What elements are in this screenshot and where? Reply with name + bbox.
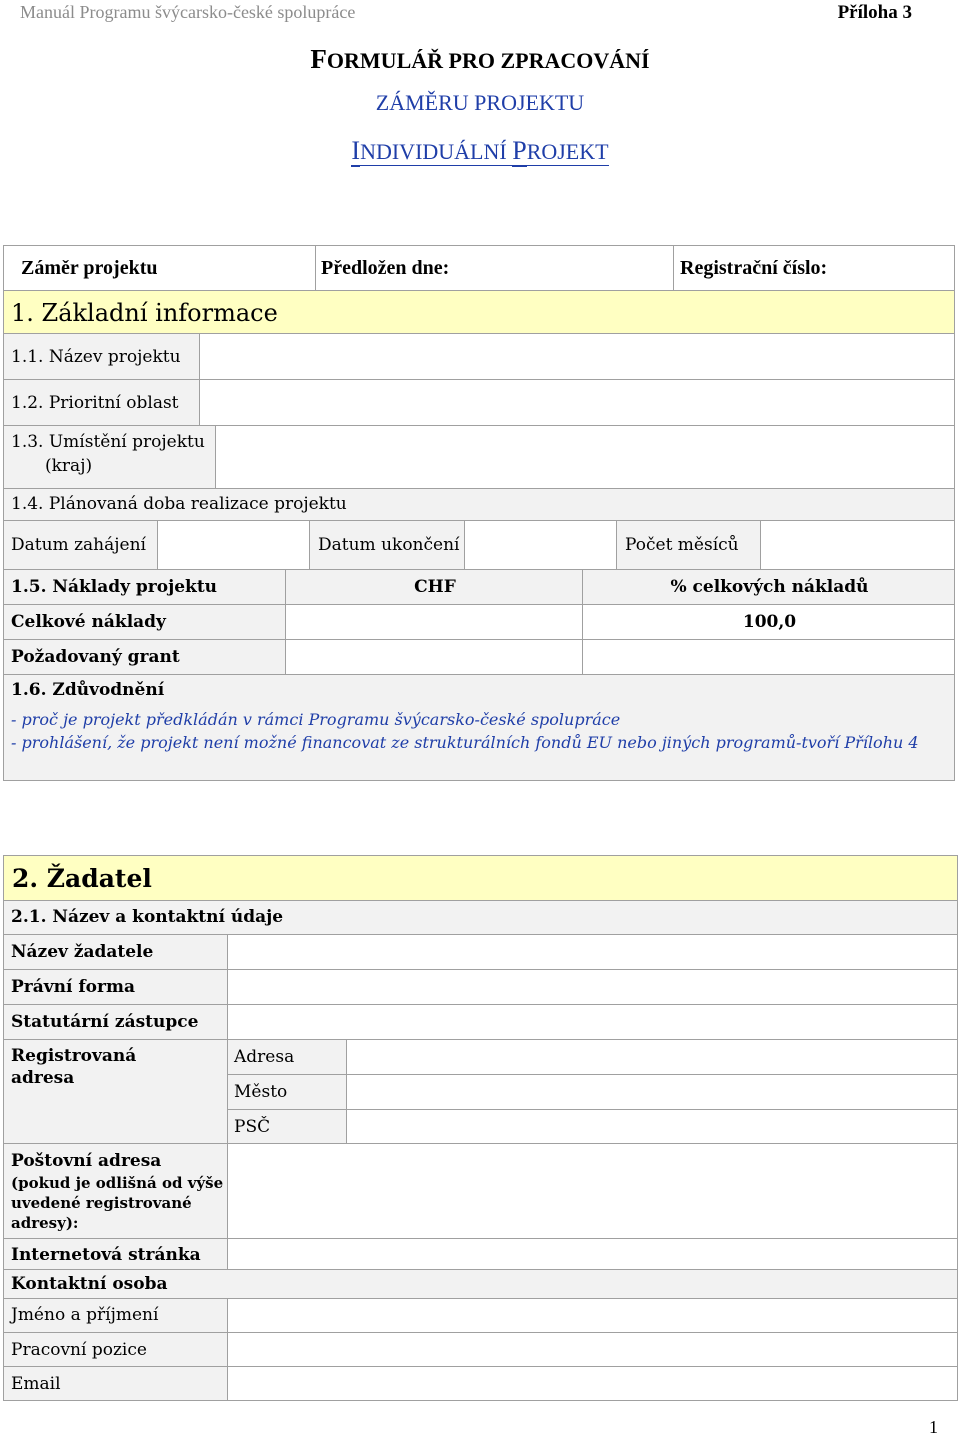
registracni-cell[interactable]	[673, 245, 955, 291]
jmeno-label-cell	[3, 1298, 228, 1333]
umisteni-label-kraj: (kraj)	[45, 456, 93, 476]
statutarni-field[interactable]	[227, 1004, 958, 1040]
datum-zahajeni-label-cell	[3, 520, 158, 570]
zduvodneni-label: 1.6. Zdůvodnění	[11, 680, 165, 700]
datum-zahajeni-label: Datum zahájení	[11, 535, 146, 555]
naklady-label: 1.5. Náklady projektu	[11, 577, 218, 597]
doba-realizace-header	[3, 488, 955, 521]
prioritni-oblast-field[interactable]	[199, 379, 955, 426]
umisteni-field[interactable]	[215, 425, 955, 489]
chf-header-cell	[285, 569, 583, 605]
adresa-field[interactable]	[346, 1039, 958, 1075]
pozice-field[interactable]	[227, 1332, 958, 1367]
section2-title: 2. Žadatel	[12, 864, 152, 893]
jmeno-label: Jméno a příjmení	[11, 1305, 159, 1325]
postovni-note-1: (pokud je odlišná od výše	[11, 1174, 224, 1192]
kontaktni-osoba-header	[3, 1269, 958, 1299]
nazev-zadatele-label: Název žadatele	[11, 942, 154, 962]
pozice-label: Pracovní pozice	[11, 1340, 147, 1360]
zduvodneni-bullet-2: - prohlášení, že projekt není možné financovat ze strukturálních fondů EU nebo jiných programů-tvoří Přílohu 4	[11, 733, 919, 752]
page-number: 1	[929, 1417, 938, 1437]
mesto-label-cell	[227, 1074, 347, 1110]
registrovana-label: Registrovaná	[11, 1046, 137, 1066]
form-type-text[interactable]	[351, 136, 609, 166]
nazev-zadatele-label-cell	[3, 934, 228, 970]
postovni-note-2: uvedené registrované	[11, 1194, 192, 1212]
postovni-adresa-label-cell	[3, 1143, 228, 1239]
form-type-a: NDIVIDUÁLNÍ	[360, 139, 513, 164]
predlozen-label: Předložen dne:	[321, 257, 450, 279]
header-manual-title: Manuál Programu švýcarsko-české spolupráce	[20, 2, 356, 22]
web-label: Internetová stránka	[11, 1245, 201, 1265]
celkove-naklady-chf-field[interactable]	[285, 604, 583, 640]
celkove-naklady-label-cell	[3, 604, 286, 640]
umisteni-label: 1.3. Umístění projektu	[11, 432, 205, 452]
pozice-label-cell	[3, 1332, 228, 1367]
mesto-label: Město	[234, 1082, 288, 1102]
email-field[interactable]	[227, 1366, 958, 1401]
datum-ukonceni-field[interactable]	[464, 520, 617, 570]
pocet-mesicu-field[interactable]	[760, 520, 955, 570]
form-subtitle: ZÁMĚRU PROJEKTU	[375, 90, 585, 115]
web-label-cell	[3, 1238, 228, 1270]
form-title	[0, 44, 960, 75]
pozadovany-grant-label: Požadovaný grant	[11, 647, 180, 667]
postovni-adresa-field[interactable]	[227, 1143, 958, 1239]
psc-label-cell	[227, 1109, 347, 1144]
adresa-label: Adresa	[234, 1047, 295, 1067]
header-appendix-label: Příloha 3	[837, 2, 912, 23]
pocet-mesicu-label: Počet měsíců	[625, 535, 739, 555]
zamer-cell	[3, 245, 316, 291]
nazev-projektu-field[interactable]	[199, 333, 955, 380]
registrovana-adresa-label-cell	[3, 1039, 228, 1144]
predlozen-cell[interactable]	[315, 245, 674, 291]
registracni-label: Registrační číslo:	[680, 257, 828, 279]
statutarni-label: Statutární zástupce	[11, 1012, 199, 1032]
web-field[interactable]	[227, 1238, 958, 1270]
email-label: Email	[11, 1374, 61, 1394]
psc-label: PSČ	[234, 1117, 271, 1137]
naklady-header-cell	[3, 569, 286, 605]
kontakt-label: 2.1. Název a kontaktní údaje	[11, 907, 284, 927]
procenta-header-cell	[582, 569, 955, 605]
section1-title: 1. Základní informace	[11, 299, 278, 327]
section1-header	[3, 290, 955, 334]
datum-ukonceni-label-cell	[309, 520, 465, 570]
postovni-note-3: adresy):	[11, 1214, 79, 1232]
adresa-label-cell	[227, 1039, 347, 1075]
section2-header	[3, 855, 958, 901]
pravni-forma-label: Právní forma	[11, 977, 135, 997]
form-type-p: P	[512, 136, 527, 165]
form-type-i: I	[351, 136, 361, 165]
pravni-forma-label-cell	[3, 969, 228, 1005]
email-label-cell	[3, 1366, 228, 1401]
kontakt-header	[3, 900, 958, 935]
registrovana-label-adresa: adresa	[11, 1068, 75, 1088]
pravni-forma-field[interactable]	[227, 969, 958, 1005]
pozadovany-grant-label-cell	[3, 639, 286, 675]
nazev-projektu-label-cell	[3, 333, 200, 380]
pozadovany-grant-pct-field[interactable]	[582, 639, 955, 675]
prioritni-oblast-label: 1.2. Prioritní oblast	[11, 393, 179, 413]
form-title-rest: ORMULÁŘ PRO ZPRACOVÁNÍ	[326, 48, 650, 73]
form-type-b: ROJEKT	[526, 139, 609, 164]
jmeno-field[interactable]	[227, 1298, 958, 1333]
datum-ukonceni-label: Datum ukončení	[318, 535, 460, 555]
datum-zahajeni-field[interactable]	[157, 520, 310, 570]
celkove-naklady-pct: 100,0	[742, 612, 797, 632]
pocet-mesicu-label-cell	[616, 520, 761, 570]
zduvodneni-cell[interactable]	[3, 674, 955, 781]
doba-realizace-label: 1.4. Plánovaná doba realizace projektu	[11, 494, 347, 514]
chf-label: CHF	[414, 577, 456, 597]
procenta-label: % celkových nákladů	[670, 577, 869, 597]
nazev-zadatele-field[interactable]	[227, 934, 958, 970]
zduvodneni-bullet-1: - proč je projekt předkládán v rámci Programu švýcarsko-české spolupráce	[11, 710, 621, 729]
statutarni-label-cell	[3, 1004, 228, 1040]
celkove-naklady-label: Celkové náklady	[11, 612, 166, 632]
psc-field[interactable]	[346, 1109, 958, 1144]
zamer-label: Záměr projektu	[21, 257, 158, 279]
form-type-link[interactable]	[0, 136, 960, 166]
prioritni-oblast-label-cell	[3, 379, 200, 426]
nazev-projektu-label: 1.1. Název projektu	[11, 347, 181, 367]
form-title-initial: F	[310, 44, 327, 74]
postovni-label: Poštovní adresa	[11, 1151, 162, 1171]
umisteni-label-cell	[3, 425, 216, 489]
celkove-naklady-pct-cell	[582, 604, 955, 640]
pozadovany-grant-chf-field[interactable]	[285, 639, 583, 675]
mesto-field[interactable]	[346, 1074, 958, 1110]
kontaktni-osoba-label: Kontaktní osoba	[11, 1274, 168, 1294]
